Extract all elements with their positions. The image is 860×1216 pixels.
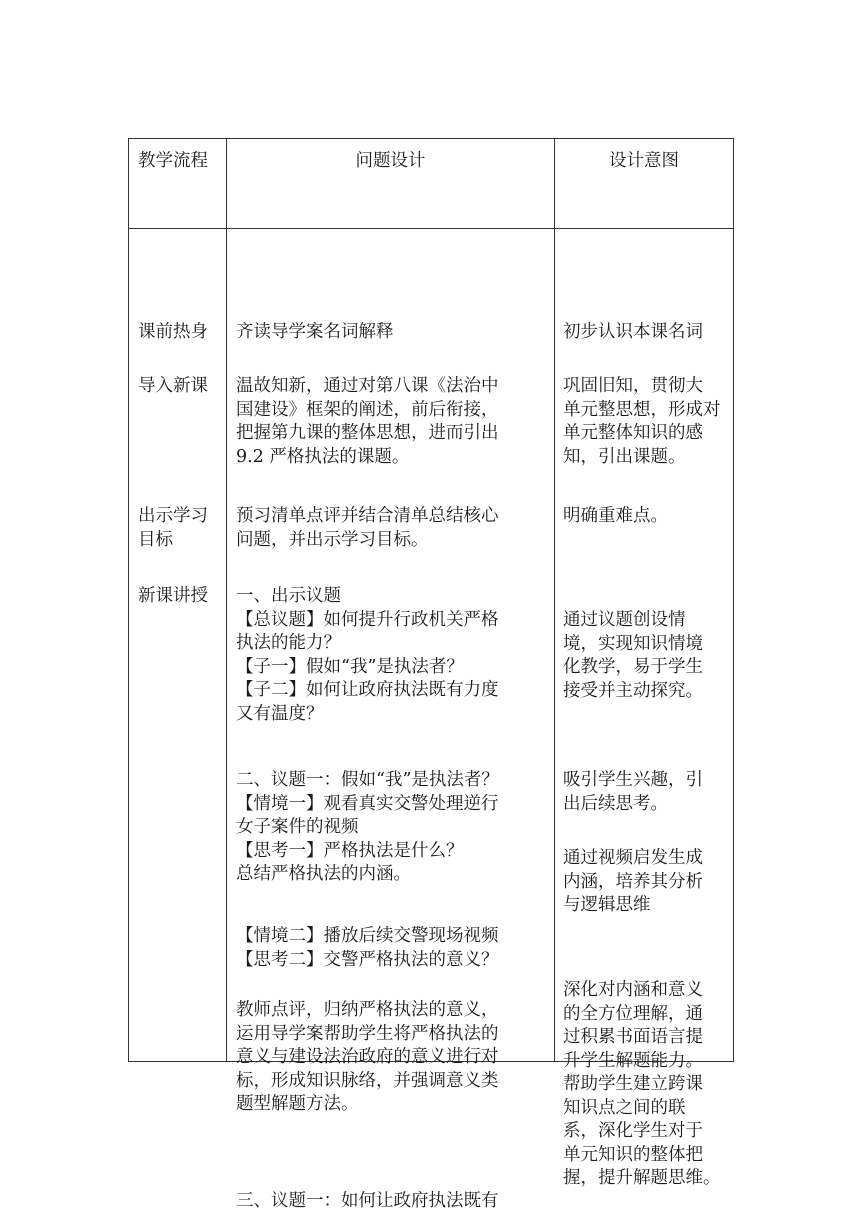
design-intro — [236, 375, 550, 469]
intent-intro-line: 单元整体知识的感 — [563, 423, 703, 443]
intent-column — [555, 229, 734, 1188]
design-topic1 — [236, 769, 550, 887]
header-design: 问题设计 — [355, 151, 426, 171]
design-goals-line: 问题，并出示学习目标。 — [236, 529, 429, 550]
intent-intro-line: 巩固旧知，贯彻大 — [563, 376, 703, 396]
process-column — [129, 229, 227, 1062]
design-topics-line: 又有温度？ — [236, 703, 324, 724]
design-intro-line: 把握第九课的整体思想，进而引出 — [236, 423, 499, 443]
design-intro-line: 国建设》框架的阐述，前后衔接， — [236, 399, 499, 420]
design-topics-line: 【总议题】如何提升行政机关严格 — [236, 609, 499, 630]
intent-deepen-line: 系，深化学生对于 — [563, 1121, 703, 1141]
stage-lecture: 新课讲授 — [138, 586, 208, 606]
design-topics-line: 【子二】如何让政府执法既有力度 — [236, 680, 499, 700]
intent-deepen — [563, 979, 729, 1191]
body-row — [129, 229, 734, 1062]
stage-goals — [138, 505, 222, 552]
intent-intro — [563, 375, 729, 469]
intent-deepen-line: 升学生解题能力。 — [563, 1050, 703, 1071]
intent-video — [563, 847, 729, 918]
header-cell-intent — [555, 139, 734, 229]
stage-goals-line: 目标 — [138, 529, 173, 550]
design-goals-line: 预习清单点评并结合清单总结核心 — [236, 506, 499, 526]
intent-video-line: 通过视频启发生成 — [563, 848, 703, 868]
intent-deepen-line: 知识点之间的联 — [563, 1097, 686, 1118]
stage-goals-line: 出示学习 — [138, 506, 208, 526]
intent-topics-line: 境，实现知识情境 — [563, 633, 703, 654]
design-topics — [236, 585, 550, 726]
intent-topic1-line: 出后续思考。 — [563, 793, 668, 814]
design-topic2: 三、议题一：如何让政府执法既有 — [236, 1191, 499, 1211]
design-goals — [236, 505, 550, 552]
lesson-plan-table — [128, 138, 734, 1211]
intent-deepen-line: 过积累书面语言提 — [563, 1027, 703, 1047]
intent-deepen-line: 握，提升解题思维。 — [563, 1168, 721, 1188]
design-topic1-line: 女子案件的视频 — [236, 817, 359, 837]
header-cell-process — [129, 139, 227, 229]
intent-topic1-line: 吸引学生兴趣，引 — [563, 770, 703, 790]
design-intro-line: 温故知新，通过对第八课《法治中 — [236, 376, 499, 396]
design-topic1b-line: 【思考二】交警严格执法的意义？ — [236, 949, 499, 970]
design-topic1-line: 【思考一】严格执法是什么？ — [236, 840, 464, 861]
intent-warmup: 初步认识本课名词 — [563, 322, 703, 342]
header-row — [129, 139, 734, 229]
intent-deepen-line: 单元知识的整体把 — [563, 1144, 703, 1165]
design-topics-line: 【子一】假如“我”是执法者？ — [236, 656, 464, 677]
design-topic1-line: 总结严格执法的内涵。 — [236, 864, 411, 884]
design-topic1b — [236, 925, 550, 972]
intent-topics-line: 通过议题创设情 — [563, 610, 686, 630]
design-column — [227, 229, 555, 1211]
intent-deepen-line: 帮助学生建立跨课 — [563, 1074, 703, 1094]
intent-topic1 — [563, 769, 729, 816]
header-intent: 设计意图 — [609, 151, 679, 171]
design-topics-line: 一、出示议题 — [236, 586, 341, 606]
design-topics-line: 执法的能力？ — [236, 633, 341, 653]
design-review-line: 意义与建设法治政府的意义进行对 — [236, 1047, 499, 1067]
design-topic1-line: 二、议题一：假如“我”是执法者？ — [236, 770, 499, 790]
intent-goals: 明确重难点。 — [563, 506, 668, 526]
stage-warmup: 课前热身 — [138, 322, 208, 342]
intent-deepen-line: 深化对内涵和意义 — [563, 980, 703, 1000]
design-review-line: 运用导学案帮助学生将严格执法的 — [236, 1023, 499, 1044]
design-warmup: 齐读导学案名词解释 — [236, 322, 394, 342]
intent-intro-line: 单元整思想，形成对 — [563, 399, 721, 420]
intent-topics — [563, 609, 729, 703]
design-review-line: 题型解题方法。 — [236, 1094, 359, 1114]
stage-intro: 导入新课 — [138, 376, 208, 396]
design-topic1-line: 【情境一】观看真实交警处理逆行 — [236, 793, 499, 814]
design-intro-line: 9.2 严格执法的课题。 — [236, 446, 410, 467]
intent-video-line: 内涵，培养其分析 — [563, 871, 703, 892]
design-topic1b-line: 【情境二】播放后续交警现场视频 — [236, 926, 499, 946]
intent-intro-line: 知，引出课题。 — [563, 446, 686, 467]
design-review-line: 标，形成知识脉络，并强调意义类 — [236, 1070, 499, 1091]
intent-deepen-line: 的全方位理解，通 — [563, 1003, 703, 1024]
intent-topics-line: 化教学，易于学生 — [563, 657, 703, 677]
intent-topics-line: 接受并主动探究。 — [563, 680, 703, 701]
header-cell-design — [227, 139, 555, 229]
intent-video-line: 与逻辑思维 — [563, 895, 651, 915]
header-process: 教学流程 — [138, 151, 208, 171]
design-review-line: 教师点评，归纳严格执法的意义， — [236, 1000, 499, 1020]
design-review — [236, 999, 550, 1117]
